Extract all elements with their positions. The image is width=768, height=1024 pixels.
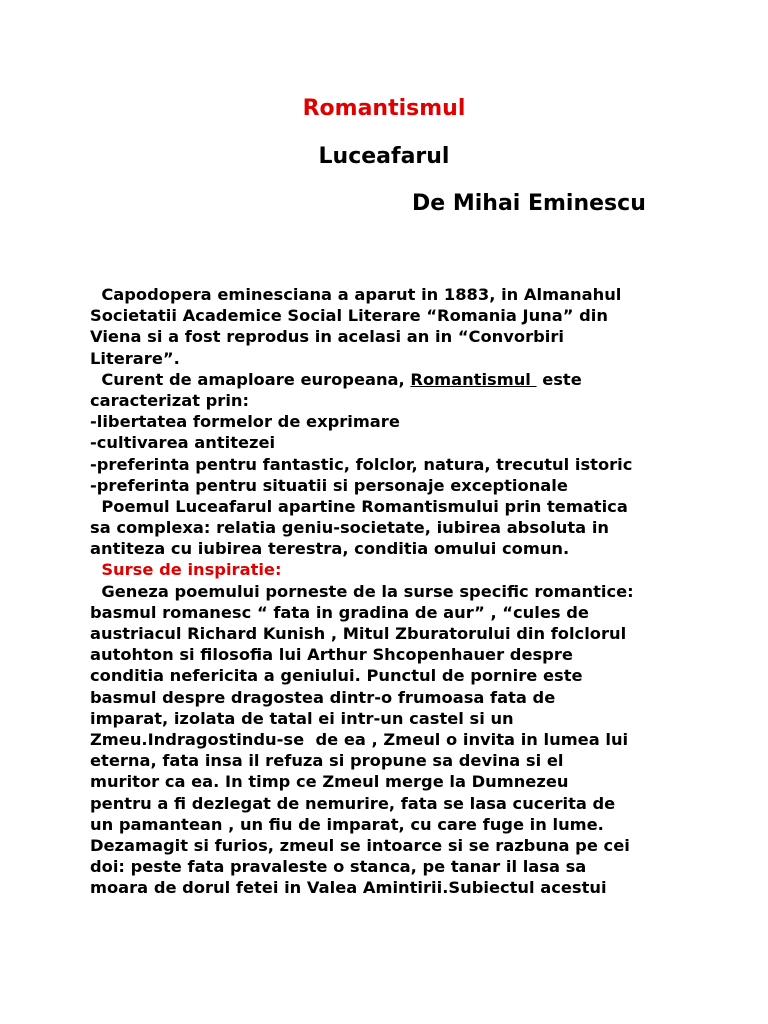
document-title: Romantismul [302,96,466,121]
body-line: moara de dorul fetei in Valea Amintirii.Subiectul acestui [90,878,607,898]
document-subtitle: Luceafarul [318,144,450,169]
body-line: austriacul Richard Kunish , Mitul Zburatorului din folclorul [90,624,627,643]
body-line: Viena si a fost reprodus in acelasi an in “Convorbiri [90,327,564,347]
body-line: basmul despre dragostea dintr-o frumoasa fata de [90,687,556,707]
body-line-romantism [90,369,690,390]
document-body [90,284,690,898]
body-line: Societatii Academice Social Literare “Romania Juna” din [90,306,608,326]
body-line: Poemul Luceafarul apartine Romantismului prin tematica [90,496,628,516]
body-line: Geneza poemului porneste de la surse specific romantice: [90,581,634,601]
body-line: autohton si filosofia lui Arthur Shcopenhauer despre [90,645,573,665]
body-line: doi: peste fata pravaleste o stanca, pe tanar il lasa sa [90,857,587,877]
body-line-text-after: este [536,369,582,389]
body-line: caracterizat prin: [90,390,250,410]
body-line: un pamantean , un fiu de imparat, cu care fuge in lume. [90,814,604,834]
body-line: -cultivarea antitezei [90,433,276,453]
body-line: -libertatea formelor de exprimare [90,412,400,432]
body-line: imparat, izolata de tatal ei intr-un castel si un [90,708,514,728]
body-line: basmul romanesc “ fata in gradina de aur” , “cules de [90,602,589,622]
section-heading-surse: Surse de inspiratie: [90,560,282,580]
body-line: conditia nefericita a geniului. Punctul de pornire este [90,666,583,686]
body-line: Zmeu.Indragostindu-se de ea , Zmeul o invita in lumea lui [90,729,629,749]
body-line: sa complexa: relatia geniu-societate, iubirea absoluta in [90,518,609,538]
body-line: -preferinta pentru fantastic, folclor, natura, trecutul istoric [90,454,633,474]
body-line: Dezamagit si furios, zmeul se intoarce si se razbuna pe cei [90,835,630,855]
body-line: pentru a fi dezlegat de nemurire, fata se lasa cucerita de [90,793,616,813]
document-author: De Mihai Eminescu [412,191,646,216]
body-line: Capodopera eminesciana a aparut in 1883, in Almanahul [90,285,622,304]
romantismul-underlined: Romantismul [410,369,537,389]
body-line: antiteza cu iubirea terestra, conditia omului comun. [90,539,570,559]
body-line-text: Curent de amaploare europeana, [90,369,411,389]
body-line: -preferinta pentru situatii si personaje exceptionale [90,475,568,495]
body-line: eterna, fata insa il refuza si propune sa devina si el [90,751,564,771]
body-line: muritor ca ea. In timp ce Zmeul merge la Dumnezeu [90,772,569,792]
body-line: Literare”. [90,348,180,368]
